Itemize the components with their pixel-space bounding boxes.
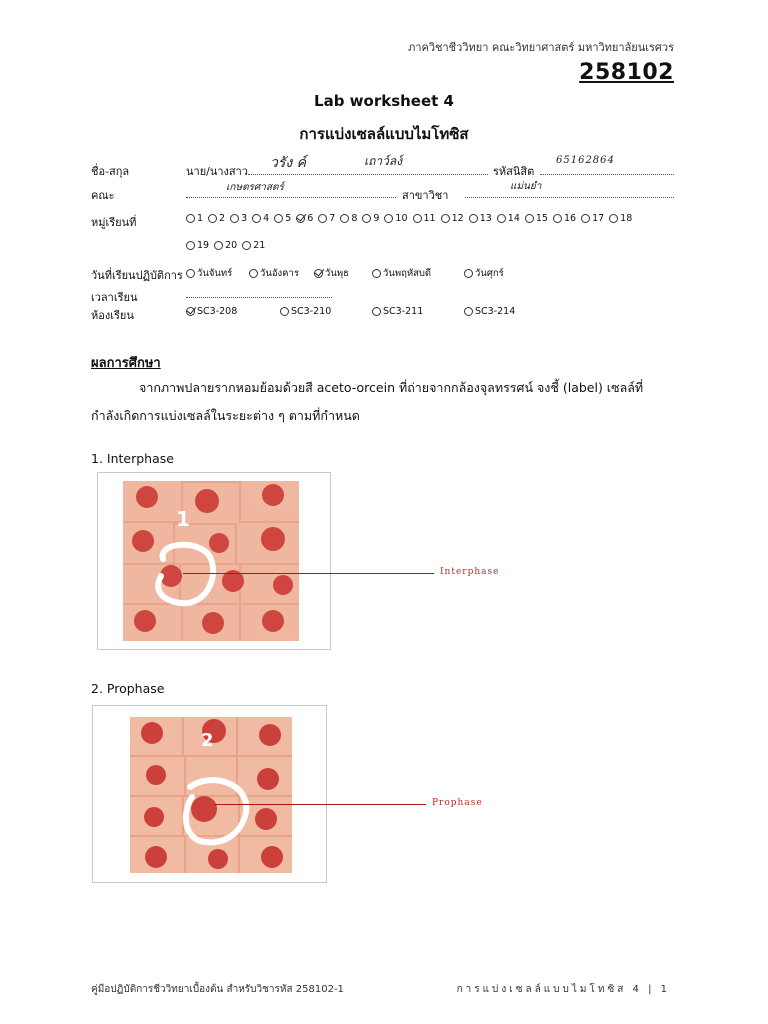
section-option-18[interactable]	[609, 213, 632, 224]
image-number-2: 2	[201, 730, 214, 751]
option-label: 13	[479, 213, 492, 224]
circle-icon	[609, 214, 618, 223]
option-label: 21	[253, 240, 266, 251]
day-option-2[interactable]	[314, 266, 349, 281]
circle-icon	[553, 214, 562, 223]
section-option-20[interactable]	[214, 240, 237, 251]
circle-icon	[384, 214, 393, 223]
option-label: วันศุกร์	[475, 268, 504, 279]
section-option-14[interactable]	[497, 213, 520, 224]
option-label: 15	[535, 213, 548, 224]
instruction-line2: กำลังเกิดการแบ่งเซลล์ในระยะต่าง ๆ ตามที่กำหนด	[91, 408, 360, 423]
section-option-19[interactable]	[186, 240, 209, 251]
first-name-value: วรัง ค์	[270, 155, 307, 171]
worksheet-title: Lab worksheet 4	[314, 92, 454, 110]
section-label: หมู่เรียนที่	[91, 216, 137, 229]
day-label: วันที่เรียนปฏิบัติการ	[91, 269, 183, 282]
leader-line-interphase	[183, 573, 434, 574]
circle-icon	[252, 214, 261, 223]
section-option-8[interactable]	[340, 213, 357, 224]
item-title-interphase: 1. Interphase	[91, 451, 174, 466]
option-label: 17	[592, 213, 605, 224]
option-label: วันจันทร์	[197, 268, 233, 279]
callout-prophase: Prophase	[432, 798, 483, 808]
option-label: 9	[373, 213, 380, 224]
student-id-value: 65162864	[556, 155, 615, 166]
circle-icon	[413, 214, 422, 223]
course-code: 258102	[579, 60, 674, 85]
section-option-1[interactable]	[186, 213, 203, 224]
option-label: 7	[329, 213, 336, 224]
circle-icon	[208, 214, 217, 223]
option-label: 8	[351, 213, 358, 224]
option-label: 3	[241, 213, 248, 224]
checked-circle-icon	[186, 307, 195, 316]
major-field[interactable]	[465, 185, 674, 198]
section-option-4[interactable]	[252, 213, 269, 224]
day-option-3[interactable]	[372, 266, 431, 281]
results-heading: ผลการศึกษา	[91, 356, 161, 371]
circle-icon	[340, 214, 349, 223]
option-label: 18	[620, 213, 633, 224]
circle-icon	[469, 214, 478, 223]
section-options-row2	[186, 240, 265, 251]
circle-icon	[186, 214, 195, 223]
faculty-value: เกษตรศาสตร์	[226, 182, 284, 193]
circle-icon	[464, 307, 473, 316]
option-label: 10	[395, 213, 408, 224]
circle-icon	[274, 214, 283, 223]
room-option-sc3-211[interactable]	[372, 306, 423, 317]
circle-icon	[525, 214, 534, 223]
section-option-11[interactable]	[413, 213, 436, 224]
section-option-16[interactable]	[553, 213, 576, 224]
section-option-7[interactable]	[318, 213, 335, 224]
section-option-21[interactable]	[242, 240, 265, 251]
day-option-0[interactable]	[186, 266, 232, 281]
option-label: 1	[197, 213, 204, 224]
room-option-sc3-210[interactable]	[280, 306, 331, 317]
section-option-3[interactable]	[230, 213, 247, 224]
major-value: แม่นยำ	[510, 181, 542, 192]
circle-icon	[441, 214, 450, 223]
option-label: 5	[285, 213, 292, 224]
day-option-4[interactable]	[464, 266, 504, 281]
prefix-label: นาย/นางสาว	[186, 165, 248, 178]
micrograph-interphase	[123, 481, 299, 641]
checked-circle-icon	[314, 269, 323, 278]
option-label: วันอังคาร	[260, 268, 299, 279]
section-option-15[interactable]	[525, 213, 548, 224]
section-option-2[interactable]	[208, 213, 225, 224]
instruction-line1: จากภาพปลายรากหอมย้อมด้วยสี aceto-orcein ที่ถ่ายจากกล้องจุลทรรศน์ จงชี้ (label) เซลล์ที่	[139, 380, 644, 395]
section-option-6[interactable]	[296, 213, 313, 224]
student-id-label: รหัสนิสิต	[493, 165, 535, 178]
circle-icon	[186, 241, 195, 250]
option-label: 20	[225, 240, 238, 251]
checked-circle-icon	[296, 214, 305, 223]
time-field[interactable]	[186, 285, 332, 298]
faculty-field[interactable]	[186, 185, 396, 198]
circle-icon	[464, 269, 473, 278]
option-label: วันพุธ	[325, 268, 349, 279]
major-label: สาขาวิชา	[402, 189, 449, 202]
circle-icon	[249, 269, 258, 278]
last-name-value: เถาว์ลง์	[364, 154, 403, 168]
option-label: 19	[197, 240, 210, 251]
option-label: 6	[307, 213, 314, 224]
option-label: 16	[563, 213, 577, 224]
room-option-sc3-208[interactable]	[186, 306, 237, 317]
option-label: SC3-210	[291, 306, 332, 317]
option-label: 2	[219, 213, 226, 224]
micrograph-frame-2	[92, 705, 327, 883]
circle-icon	[362, 214, 371, 223]
circle-icon	[581, 214, 590, 223]
option-label: 14	[507, 213, 520, 224]
room-option-sc3-214[interactable]	[464, 306, 515, 317]
option-label: 11	[423, 213, 436, 224]
section-option-10[interactable]	[384, 213, 407, 224]
option-label: SC3-214	[475, 306, 516, 317]
circle-icon	[186, 269, 195, 278]
circle-icon	[318, 214, 327, 223]
micrograph-frame-1	[97, 472, 331, 650]
circle-icon	[230, 214, 239, 223]
footer-manual-title: คู่มือปฏิบัติการชีววิทยาเบื้องต้น สำหรับวิชารหัส 258102-1	[91, 984, 344, 995]
section-option-12[interactable]	[441, 213, 464, 224]
room-label: ห้องเรียน	[91, 309, 134, 322]
item-title-prophase: 2. Prophase	[91, 681, 165, 696]
day-options	[186, 266, 686, 280]
option-label: 12	[451, 213, 464, 224]
circle-icon	[280, 307, 289, 316]
option-label: วันพฤหัสบดี	[383, 268, 432, 279]
name-label: ชื่อ-สกุล	[91, 165, 130, 178]
section-option-17[interactable]	[581, 213, 604, 224]
section-option-13[interactable]	[469, 213, 492, 224]
worksheet-subtitle: การแบ่งเซลล์แบบไมโทซิส	[299, 125, 469, 143]
circle-icon	[372, 307, 381, 316]
section-option-5[interactable]	[274, 213, 291, 224]
option-label: 4	[263, 213, 270, 224]
circle-icon	[497, 214, 506, 223]
section-option-9[interactable]	[362, 213, 379, 224]
callout-interphase: Interphase	[440, 567, 500, 577]
footer-page-info: การแบ่งเซลล์แบบไมโทซิส 4 | 1	[456, 984, 670, 995]
section-options-row1	[186, 213, 632, 224]
room-options	[186, 306, 586, 320]
day-option-1[interactable]	[249, 266, 299, 281]
department-header: ภาควิชาชีววิทยา คณะวิทยาศาสตร์ มหาวิทยาลัยนเรศวร	[408, 41, 674, 54]
circle-icon	[372, 269, 381, 278]
circle-icon	[214, 241, 223, 250]
leader-line-prophase	[214, 804, 426, 805]
option-label: SC3-208	[197, 306, 238, 317]
time-label: เวลาเรียน	[91, 291, 138, 304]
option-label: SC3-211	[383, 306, 424, 317]
faculty-label: คณะ	[91, 189, 115, 202]
circle-icon	[242, 241, 251, 250]
image-number-1: 1	[176, 507, 190, 531]
